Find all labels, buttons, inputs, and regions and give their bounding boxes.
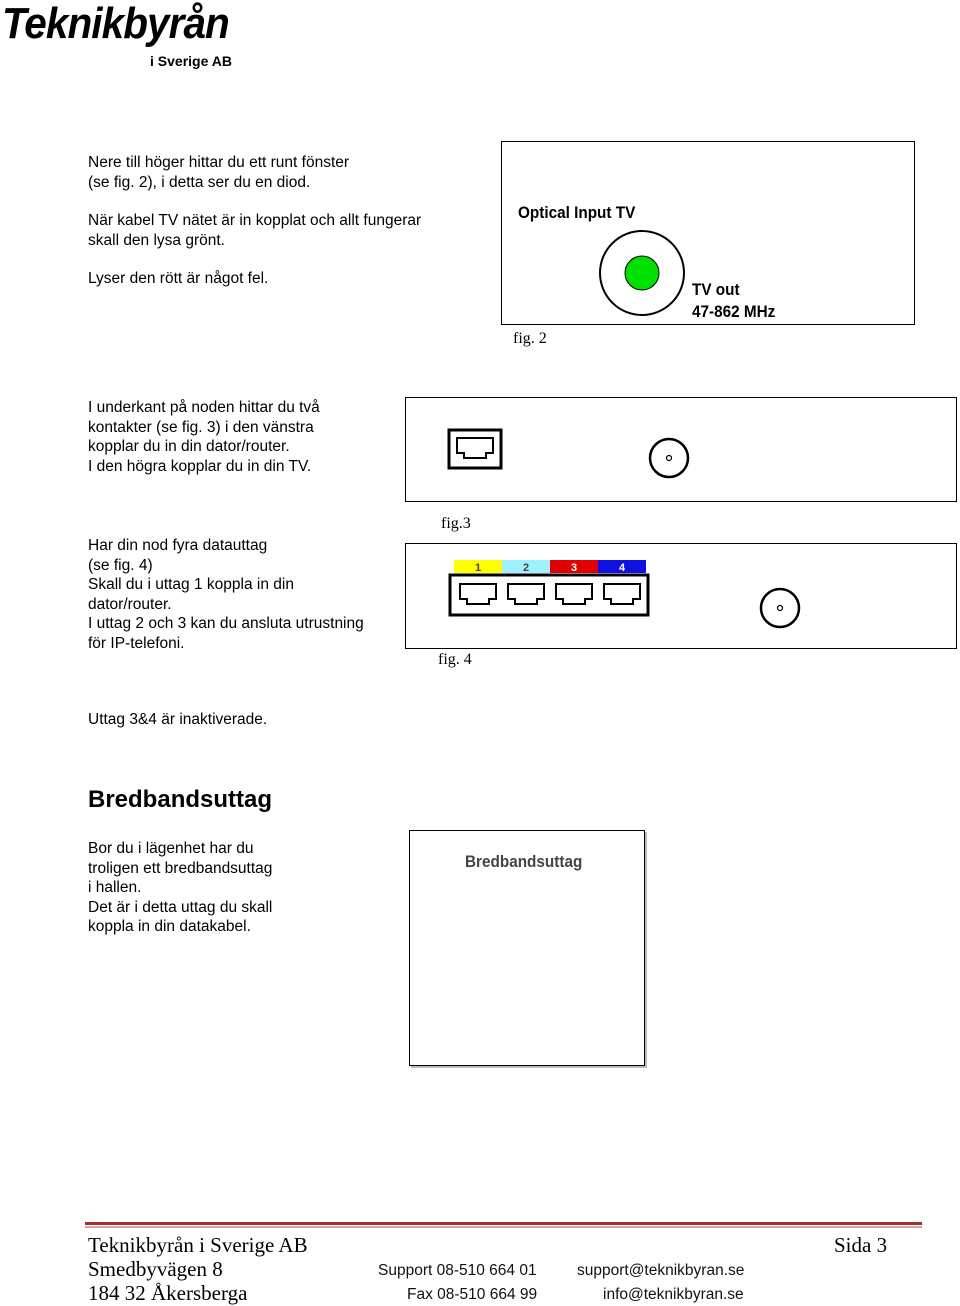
fig3-drawing <box>406 398 956 501</box>
text-line: kopplar du in din dator/router. <box>88 438 290 455</box>
footer-support-email[interactable]: support@teknikbyran.se <box>577 1262 745 1279</box>
text-line: I den högra kopplar du in din TV. <box>88 457 312 475</box>
company-logo: Teknikbyrån <box>2 0 229 48</box>
fig4-caption: fig. 4 <box>438 651 472 668</box>
text-line: Har din nod fyra datauttag <box>88 537 268 554</box>
text-line: Nere till höger hittar du ett runt fönster <box>88 154 350 171</box>
text-line: I uttag 2 och 3 kan du ansluta utrustning <box>88 615 364 632</box>
text-line: (se fig. 4) <box>88 556 153 574</box>
section-connectors-text <box>88 398 388 476</box>
port-number-3: 3 <box>570 562 578 574</box>
label-frequency: 47-862 MHz <box>692 302 776 321</box>
section-heading-bredbandsuttag: Bredbandsuttag <box>88 786 273 813</box>
port-number-1: 1 <box>474 562 482 574</box>
tv-coax-port-icon <box>761 589 799 627</box>
fig2-optical-panel <box>501 141 915 325</box>
port-color-strip <box>454 560 646 574</box>
broadband-outlet-figure <box>409 830 645 1066</box>
text-line: i hallen. <box>88 879 142 896</box>
footer-company: Teknikbyrån i Sverige AB <box>88 1233 308 1257</box>
text-line: Bor du i lägenhet har du <box>88 840 254 857</box>
text-line: Lyser den rött är något fel. <box>88 270 269 287</box>
footer-rule-top <box>85 1222 922 1225</box>
text-line: Det är i detta uttag du skall <box>88 898 273 916</box>
label-optical-input: Optical Input TV <box>518 203 636 222</box>
tv-coax-port-icon <box>650 439 688 477</box>
fig3-connector-panel <box>405 397 957 502</box>
section-diode-text <box>88 153 488 289</box>
text-line: skall den lysa grönt. <box>88 231 225 249</box>
text-line: kontakter (se fig. 3) i den vänstra <box>88 418 314 436</box>
section-dataports-text <box>88 536 398 653</box>
company-logo-subtitle: i Sverige AB <box>150 53 232 69</box>
footer-support-phone: Support 08-510 664 01 <box>378 1262 537 1279</box>
fig4-drawing <box>406 544 956 648</box>
fig4-four-port-panel <box>405 543 957 649</box>
footer-info-email[interactable]: info@teknikbyran.se <box>603 1286 744 1303</box>
text-line: koppla in din datakabel. <box>88 918 251 935</box>
port-number-4: 4 <box>618 562 626 574</box>
text-line: för IP-telefoni. <box>88 634 185 652</box>
fig2-caption: fig. 2 <box>513 330 547 347</box>
section-broadband-text <box>88 839 388 937</box>
footer-fax: Fax 08-510 664 99 <box>407 1286 538 1303</box>
text-line: Skall du i uttag 1 koppla in din <box>88 576 294 593</box>
footer-page-number: Sida 3 <box>834 1233 888 1257</box>
label-tv-out: TV out <box>692 280 740 299</box>
port-block <box>450 575 648 615</box>
fig3-caption: fig.3 <box>441 515 471 532</box>
status-led-icon <box>625 256 659 290</box>
text-line: dator/router. <box>88 595 172 613</box>
label-bredbandsuttag: Bredbandsuttag <box>465 852 583 871</box>
text-line: (se fig. 2), i detta ser du en diod. <box>88 173 311 191</box>
inactive-ports-note: Uttag 3&4 är inaktiverade. <box>88 711 268 728</box>
port-number-2: 2 <box>522 562 530 574</box>
footer-rule-bottom <box>85 1226 922 1228</box>
text-line: I underkant på noden hittar du två <box>88 399 320 416</box>
text-line: troligen ett bredbandsuttag <box>88 859 273 877</box>
footer-city: 184 32 Åkersberga <box>88 1281 248 1305</box>
text-line: När kabel TV nätet är in kopplat och allt fungerar <box>88 212 422 229</box>
footer-street: Smedbyvägen 8 <box>88 1257 223 1281</box>
